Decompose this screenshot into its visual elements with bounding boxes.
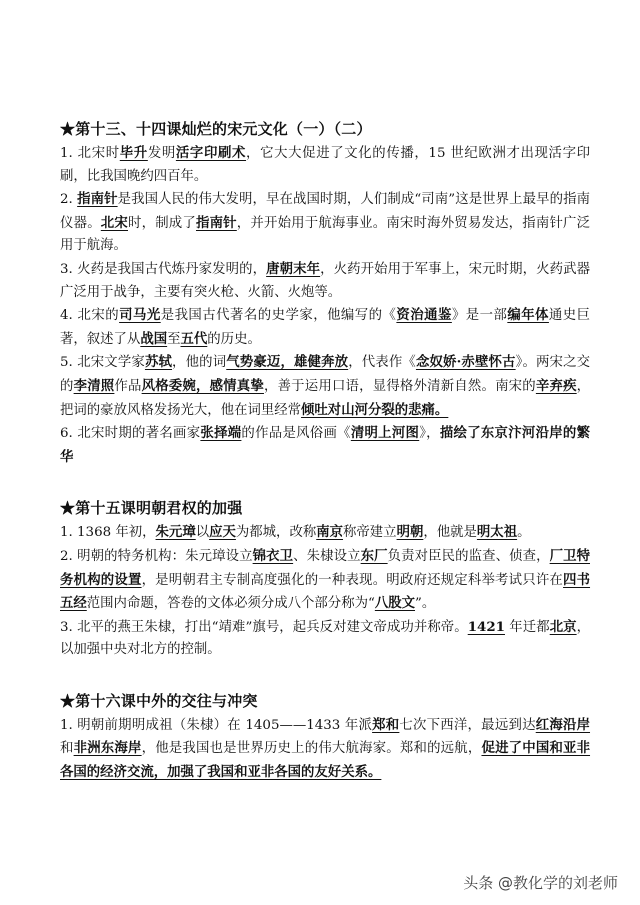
key-term: 郑和	[372, 716, 400, 733]
key-term: 司马光	[119, 307, 161, 324]
key-term: 倾吐对山河分裂的悲痛。	[301, 401, 449, 418]
text-run: 和	[60, 741, 74, 757]
text-run: 以	[195, 525, 210, 541]
text-run: ，代表作《	[348, 355, 416, 371]
text-run: 3. 火药是我国古代炼丹家发明的，	[60, 261, 267, 277]
section	[60, 118, 590, 469]
text-run: 七次下西洋，最远到达	[399, 717, 536, 733]
text-run: 负责对臣民的监查、侦查，	[387, 548, 550, 564]
key-term: 苏轼	[144, 354, 173, 371]
text-run: ，他是我国也是世界历史上的伟大航海家。郑和的远航，	[141, 741, 482, 757]
text-run: 至	[167, 331, 181, 347]
key-term: 毕升	[119, 145, 148, 161]
text-run: ”。	[415, 596, 436, 612]
paragraph	[60, 304, 590, 351]
key-term: 辛弃疾	[535, 377, 577, 394]
text-run: ，把词的豪放风格发扬光大，他在词里经常	[60, 378, 591, 418]
section	[60, 690, 590, 785]
paragraph	[60, 188, 590, 258]
text-run: 的历史。	[207, 331, 261, 347]
text-run: 年迁都	[504, 619, 550, 635]
key-term: 活字印刷术	[175, 145, 247, 161]
key-term: 北宋	[100, 214, 128, 231]
key-term: 张择端	[200, 425, 242, 442]
text-run: 1. 1368 年初，	[60, 525, 156, 541]
key-term: 红海沿岸	[535, 716, 591, 733]
text-run: 2.	[60, 192, 78, 208]
section-title: ★第十五课明朝君权的加强	[60, 499, 243, 518]
text-run: 时，制成了	[128, 215, 196, 231]
text-run: 通史巨著，叙述了从	[60, 308, 591, 347]
key-term: 锦衣卫	[252, 547, 294, 564]
text-run: ，是明朝君主专制高度强化的一种表现。明政府还规定科举考试只许在	[141, 572, 564, 588]
key-term: 战国	[140, 330, 168, 347]
text-run: 是我国人民的伟大发明，早在战国时期，人们制成“司南”这是世界上最早的指南仪器。	[60, 192, 590, 231]
text-run: ，并开始用于航海事业。南宋时海外贸易发达，指南针广泛用于航海。	[60, 215, 591, 254]
key-term: 非洲东海岸	[73, 740, 142, 757]
key-term: 北京	[549, 618, 577, 635]
section-title: ★第十六课中外的交往与冲突	[60, 691, 258, 710]
text-run: 、朱棣设立	[293, 548, 361, 564]
text-run: 》是一部	[451, 308, 508, 324]
text-run: ，以加强中央对北方的控制。	[60, 619, 590, 658]
document-sections	[60, 118, 590, 785]
text-run: 是我国古代著名的史学家，他编写的《	[160, 308, 397, 324]
paragraph	[60, 258, 590, 304]
key-term: 应天	[209, 524, 236, 541]
key-term: 四书五经	[60, 571, 591, 612]
key-term: 李清照	[73, 377, 115, 394]
key-term: 明朝	[396, 524, 424, 541]
key-term: 八股文	[374, 595, 416, 612]
key-term: 编年体	[507, 307, 549, 324]
text-run: ，它大大促进了文化的传播，15 世纪欧洲才出现活字印刷，比我国晚约四百年。	[60, 146, 591, 184]
key-term: 唐朝末年	[266, 260, 321, 277]
key-term: 指南针	[77, 191, 118, 208]
paragraph	[60, 351, 590, 422]
text-run: 为都城，改称	[235, 525, 317, 541]
key-term: 明太祖	[476, 524, 518, 541]
paragraph	[60, 714, 590, 785]
text-run: 6. 北宋时期的著名画家	[60, 426, 201, 442]
document-page	[60, 118, 590, 785]
text-run: 。	[517, 525, 531, 541]
key-term: 念奴娇·赤壁怀古	[415, 354, 516, 371]
text-run: 3. 北平的燕王朱棣，打出“靖难”旗号，起兵反对建文帝成功并称帝。	[60, 619, 468, 635]
key-term: 厂卫特务机构的设置	[60, 547, 590, 588]
key-term: 指南针	[195, 214, 237, 231]
text-run: 的作品是风俗画《	[241, 426, 351, 442]
text-run: 4. 北宋的	[60, 308, 120, 324]
paragraph	[60, 616, 590, 662]
text-run: ，善于运用口语，显得格外清新自然。南宋的	[263, 378, 536, 394]
watermark: 头条 @教化学的刘老师	[463, 874, 618, 892]
key-term: 描绘了东京汴河沿岸的繁华	[60, 425, 590, 465]
paragraph	[60, 545, 590, 616]
text-run: 》，	[419, 426, 440, 442]
key-term: 南京	[316, 524, 344, 541]
section	[60, 497, 590, 662]
text-run: ，火药开始用于军事上，宋元时期，火药武器广泛用于战争，主要有突火枪、火箭、火炮等。	[60, 261, 590, 300]
text-run: 范围内命题，答卷的文体必须分成八个部分称为“	[86, 596, 375, 612]
paragraph	[60, 521, 590, 545]
text-run: ，他的词	[172, 355, 227, 371]
text-run: 5. 北宋文学家	[60, 355, 145, 371]
text-run: 》。两宋之交的	[60, 355, 591, 394]
key-term: 1421	[467, 618, 505, 635]
text-run: 1. 明朝前期明成祖（朱棣）在 1405——1433 年派	[60, 717, 373, 733]
key-term: 五代	[180, 330, 208, 347]
text-run: 1. 北宋时	[60, 146, 120, 161]
paragraph	[60, 142, 590, 188]
key-term: 清明上河图	[350, 425, 420, 442]
text-run: 称帝建立	[343, 525, 397, 541]
key-term: 资治通鉴	[396, 307, 452, 324]
key-term: 气势豪迈，雄健奔放	[226, 354, 349, 371]
key-term: 风格委婉，感情真挚	[141, 377, 264, 394]
key-term: 促进了中国和亚非各国的经济交流，加强了我国和亚非各国的友好关系。	[60, 740, 591, 781]
paragraph	[60, 422, 590, 469]
text-run: ，他就是	[423, 525, 477, 541]
key-term: 东厂	[360, 547, 388, 564]
key-term: 朱元璋	[155, 524, 196, 541]
section-title: ★第十三、十四课灿烂的宋元文化（一）（二）	[60, 120, 372, 138]
text-run: 发明	[147, 146, 176, 161]
text-run: 2. 明朝的特务机构：朱元璋设立	[60, 548, 253, 564]
text-run: 作品	[114, 378, 142, 394]
